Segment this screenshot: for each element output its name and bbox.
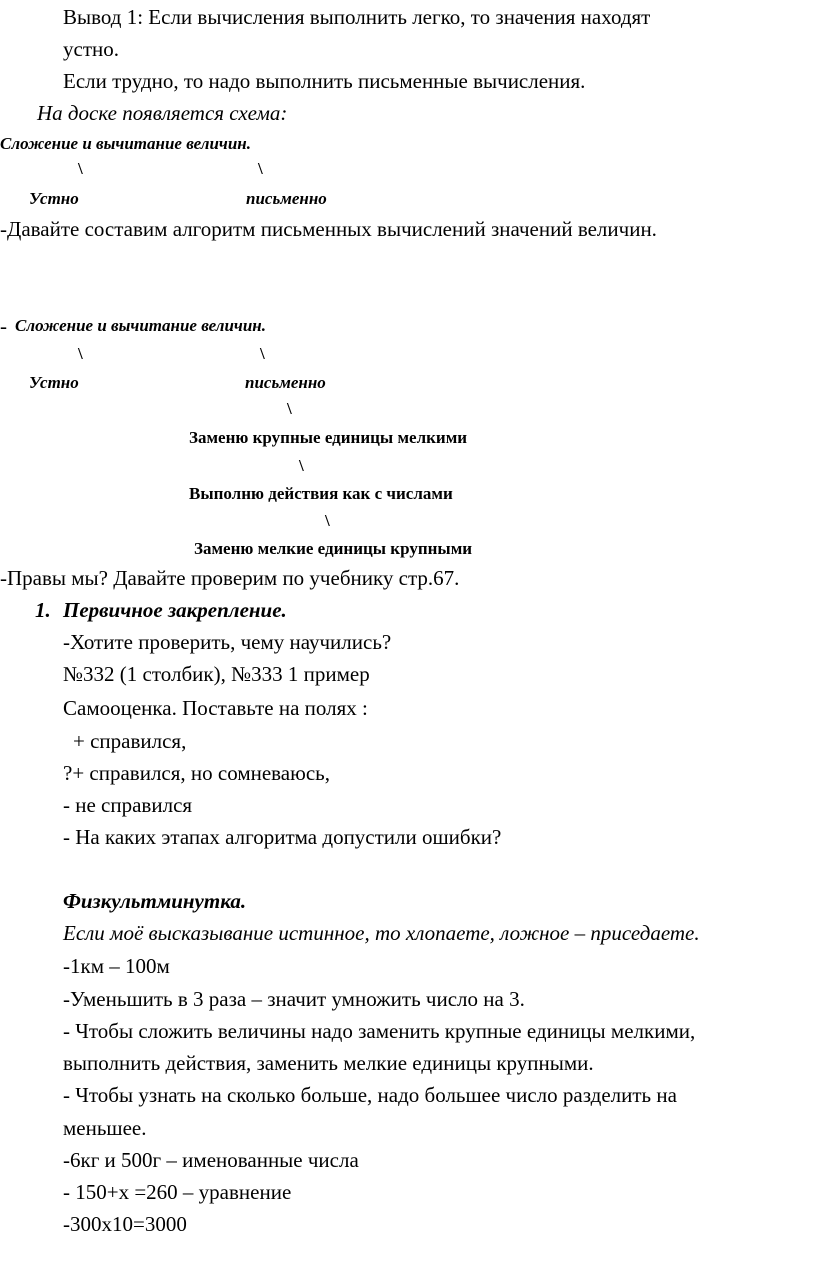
conclusion-line-2: устно. — [63, 37, 119, 61]
physical-line: -300х10=3000 — [63, 1212, 187, 1236]
conclusion-line-1: Вывод 1: Если вычисления выполнить легко, то значения находят — [63, 5, 651, 29]
scheme2-title: Сложение и вычитание величин. — [15, 316, 266, 335]
physical-line: -1км – 100м — [63, 954, 170, 978]
conclusion-line-3: Если трудно, то надо выполнить письменные вычисления. — [63, 69, 586, 93]
section1-heading: Первичное закрепление. — [63, 598, 287, 622]
section1-line: №332 (1 столбик), №333 1 пример — [63, 662, 370, 686]
physical-line: выполнить действия, заменить мелкие единицы крупными. — [63, 1051, 594, 1075]
physical-line: -Уменьшить в 3 раза – значит умножить число на 3. — [63, 987, 525, 1011]
scheme2-step3: Заменю мелкие единицы крупными — [194, 539, 473, 558]
scheme2-step2-slash: \ — [299, 456, 304, 475]
physical-line: - Чтобы узнать на сколько больше, надо большее число разделить на — [63, 1083, 677, 1107]
scheme2-step2: Выполню действия как с числами — [189, 484, 453, 503]
physical-line: - 150+х =260 – уравнение — [63, 1180, 292, 1204]
scheme2-slash-right: \ — [260, 344, 265, 363]
scheme1-oral: Устно — [29, 189, 79, 208]
physical-line: -6кг и 500г – именованные числа — [63, 1148, 359, 1172]
scheme2-step1-slash: \ — [287, 399, 292, 418]
physical-instruction: Если моё высказывание истинное, то хлопаете, ложное – приседаете. — [63, 921, 700, 945]
physical-line: меньшее. — [63, 1116, 147, 1140]
scheme2-slash-left: \ — [78, 344, 83, 363]
check-text: -Правы мы? Давайте проверим по учебнику стр.67. — [0, 566, 460, 590]
section1-line: - На каких этапах алгоритма допустили ошибки? — [63, 825, 502, 849]
physical-line: - Чтобы сложить величины надо заменить крупные единицы мелкими, — [63, 1019, 696, 1043]
section1-line: Самооценка. Поставьте на полях : — [63, 696, 368, 720]
scheme2-step3-slash: \ — [325, 511, 330, 530]
scheme2-oral: Устно — [29, 373, 79, 392]
section1-line: ?+ справился, но сомневаюсь, — [63, 761, 330, 785]
scheme1-slash-right: \ — [258, 159, 263, 178]
section1-number: 1. — [35, 598, 51, 622]
section1-line: -Хотите проверить, чему научились? — [63, 630, 392, 654]
section1-line: - не справился — [63, 793, 193, 817]
board-note: На доске появляется схема: — [37, 101, 288, 125]
scheme2-dash: - — [0, 314, 7, 338]
algorithm-prompt: -Давайте составим алгоритм письменных вычислений значений величин. — [0, 217, 657, 241]
scheme1-title: Сложение и вычитание величин. — [0, 134, 251, 153]
scheme2-written: письменно — [245, 373, 326, 392]
section1-line: + справился, — [73, 729, 187, 753]
scheme1-slash-left: \ — [78, 159, 83, 178]
scheme2-step1: Заменю крупные единицы мелкими — [189, 428, 468, 447]
physical-heading: Физкультминутка. — [63, 889, 247, 913]
scheme1-written: письменно — [246, 189, 327, 208]
